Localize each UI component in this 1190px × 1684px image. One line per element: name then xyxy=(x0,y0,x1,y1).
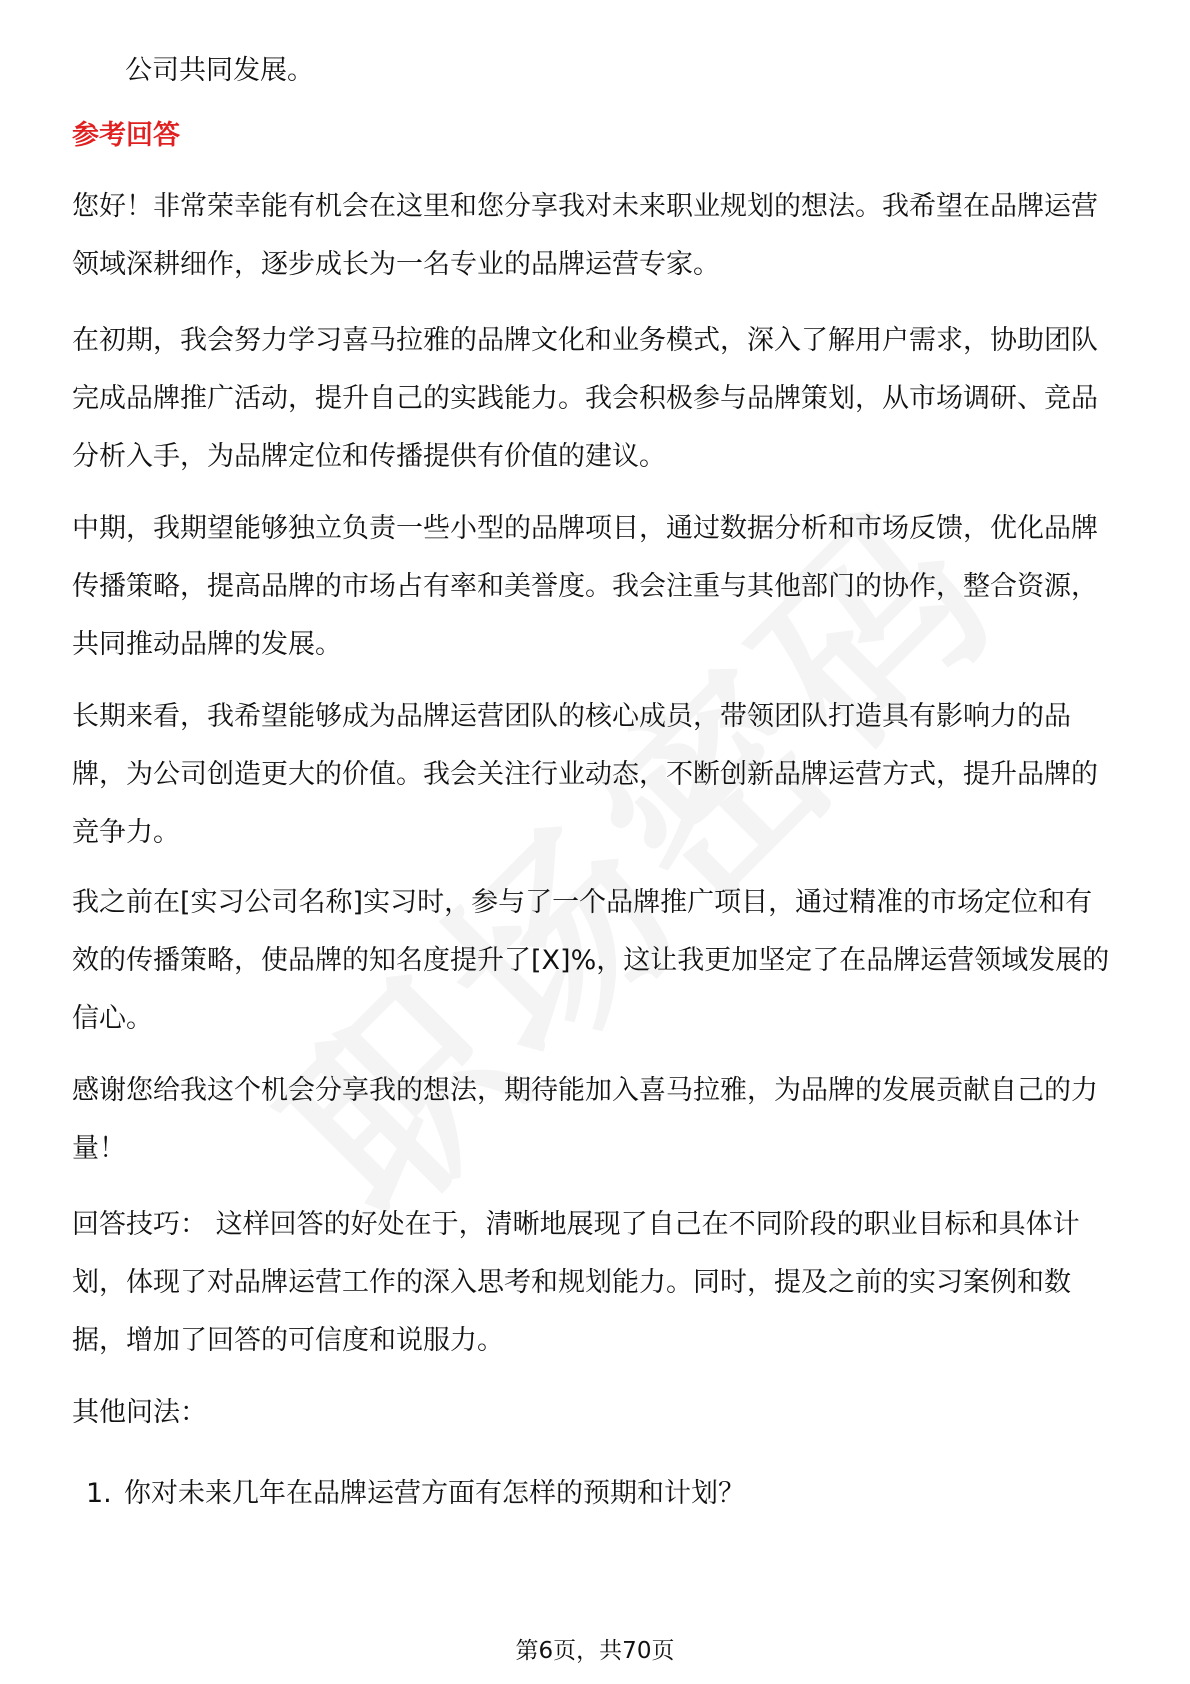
page-footer: 第6页，共70页 xyxy=(515,1638,675,1664)
list-item-number: 1. xyxy=(86,1478,112,1509)
answer-heading: 参考回答 xyxy=(72,120,180,151)
answer-paragraph-3: 中期，我期望能够独立负责一些小型的品牌项目，通过数据分析和市场反馈，优化品牌传播策略，提高品牌的市场占有率和美誉度。我会注重与其他部门的协作，整合资源，共同推动品牌的发展。 xyxy=(72,513,1098,660)
list-item-text: 你对未来几年在品牌运营方面有怎样的预期和计划？ xyxy=(124,1478,745,1509)
answer-tips-paragraph: 回答技巧： 这样回答的好处在于，清晰地展现了自己在不同阶段的职业目标和具体计划，体现了对品牌运营工作的深入思考和规划能力。同时，提及之前的实习案例和数据，增加了回答的可信度和说服力。 xyxy=(72,1209,1080,1356)
other-questions-heading: 其他问法： xyxy=(72,1397,207,1428)
answer-paragraph-2: 在初期，我会努力学习喜马拉雅的品牌文化和业务模式，深入了解用户需求，协助团队完成品牌推广活动，提升自己的实践能力。我会积极参与品牌策划，从市场调研、竞品分析入手，为品牌定位和传播提供有价值的建议。 xyxy=(72,325,1098,472)
answer-paragraph-1: 您好！非常荣幸能有机会在这里和您分享我对未来职业规划的想法。我希望在品牌运营领域深耕细作，逐步成长为一名专业的品牌运营专家。 xyxy=(72,191,1098,280)
intro-tail-text: 公司共同发展。 xyxy=(125,55,314,86)
list-item xyxy=(86,1474,745,1514)
answer-paragraph-4: 长期来看，我希望能够成为品牌运营团队的核心成员，带领团队打造具有影响力的品牌，为公司创造更大的价值。我会关注行业动态，不断创新品牌运营方式，提升品牌的竞争力。 xyxy=(72,701,1098,848)
answer-paragraph-5: 我之前在[实习公司名称]实习时，参与了一个品牌推广项目，通过精准的市场定位和有效的传播策略，使品牌的知名度提升了[X]%，这让我更加坚定了在品牌运营领域发展的信心。 xyxy=(72,887,1110,1034)
answer-paragraph-6: 感谢您给我这个机会分享我的想法，期待能加入喜马拉雅，为品牌的发展贡献自己的力量！ xyxy=(72,1075,1098,1164)
